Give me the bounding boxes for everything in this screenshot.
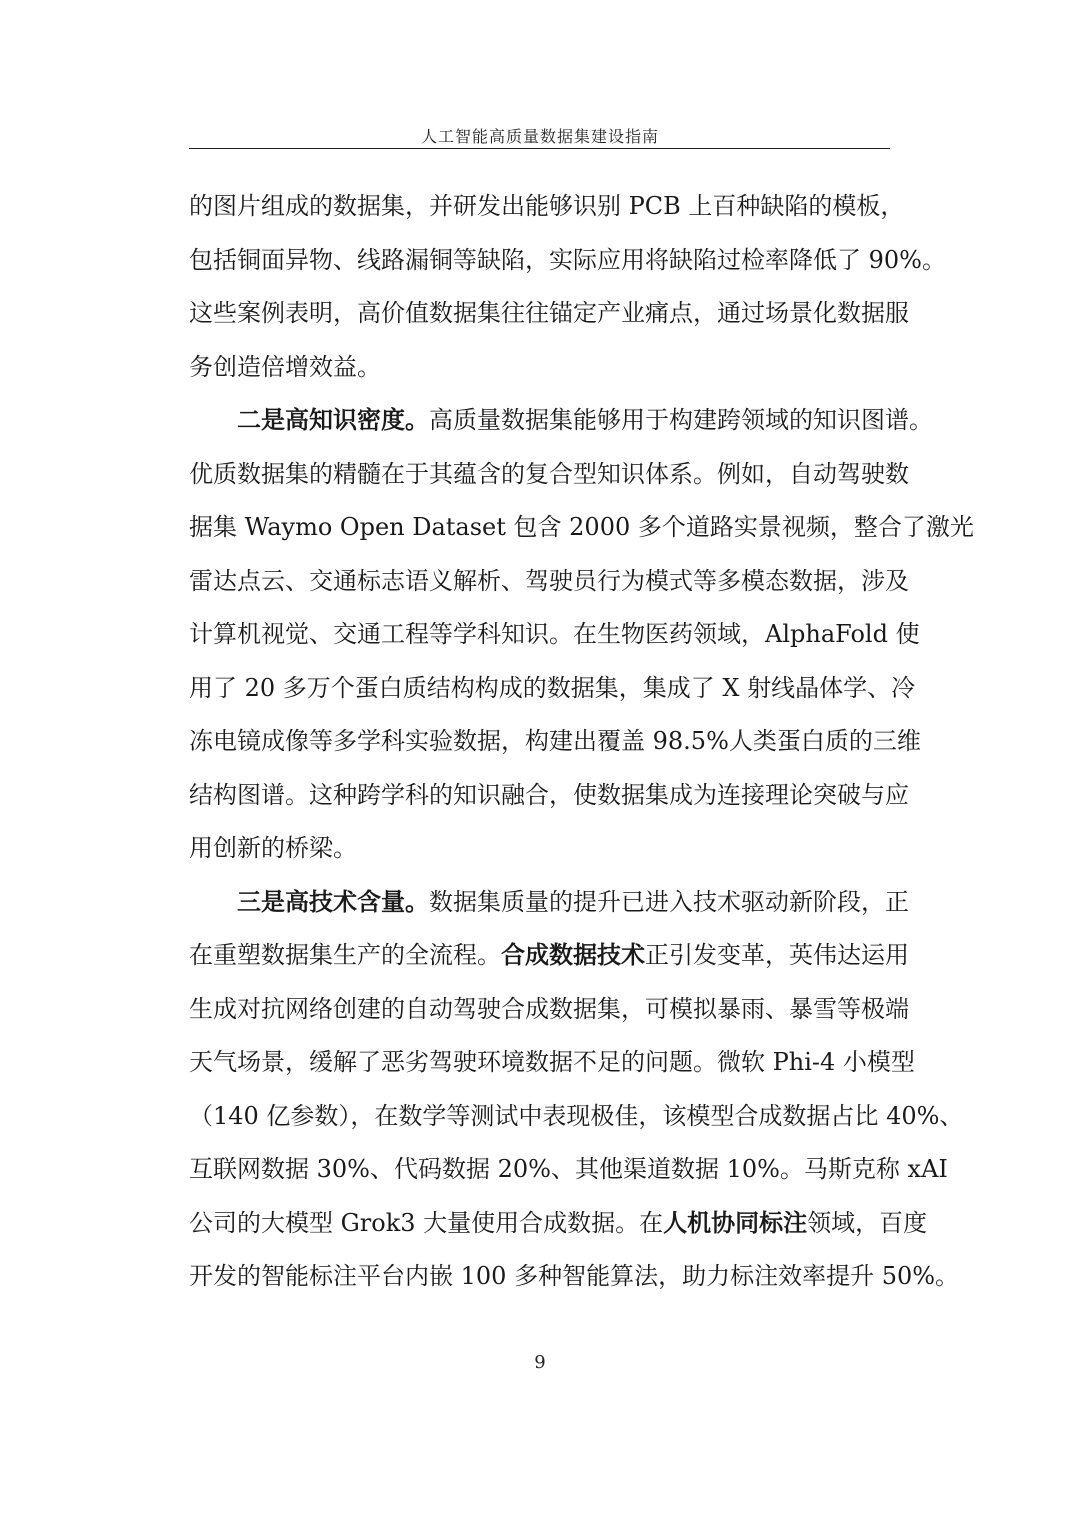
text-line [189, 501, 974, 555]
page-number: 9 [534, 1352, 546, 1373]
bold-phrase: 二是高知识密度。 [237, 406, 429, 434]
text-span: 据集 Waymo Open Dataset 包含 2000 多个道路实景视频，整合了激光 [189, 513, 974, 541]
text-line [189, 180, 905, 234]
bold-phrase: 三是高技术含量。 [237, 887, 429, 916]
running-header-title: 人工智能高质量数据集建设指南 [420, 127, 659, 146]
text-line [189, 234, 946, 288]
bold-phrase: 合成数据技术 [501, 941, 645, 969]
text-line [189, 287, 909, 341]
text-span: 雷达点云、交通标志语义解析、驾驶员行为模式等多模态数据，涉及 [189, 566, 909, 595]
paragraph [189, 180, 946, 394]
text-line [189, 822, 890, 876]
text-span: 冻电镜成像等多学科实验数据，构建出覆盖 98.5%人类蛋白质的三维 [189, 727, 921, 755]
text-line [189, 341, 890, 395]
text-span: 用了 20 多万个蛋白质结构构成的数据集，集成了 X 射线晶体学、冷 [189, 673, 916, 702]
text-span: 这些案例表明，高价值数据集往往锚定产业痛点，通过场景化数据服 [189, 299, 909, 327]
text-line [189, 983, 909, 1037]
text-span: 优质数据集的精髓在于其蕴含的复合型知识体系。例如，自动驾驶数 [189, 459, 909, 488]
text-line [189, 1197, 928, 1251]
text-span: 数据集质量的提升已进入技术驱动新阶段，正 [429, 887, 909, 916]
body-text [189, 180, 974, 1304]
text-span: 高质量数据集能够用于构建跨领域的知识图谱。 [429, 406, 933, 434]
text-span: 务创造倍增效益。 [189, 352, 381, 381]
text-line [189, 1143, 948, 1197]
text-line [189, 715, 921, 769]
text-span: 的图片组成的数据集，并研发出能够识别 PCB 上百种缺陷的模板， [189, 192, 905, 220]
text-line [189, 876, 909, 930]
text-span: 包括铜面异物、线路漏铜等缺陷，实际应用将缺陷过检率降低了 90%。 [189, 245, 946, 274]
text-span: 公司的大模型 Grok3 大量使用合成数据。在 [189, 1208, 664, 1237]
text-line [189, 929, 909, 983]
text-line [189, 1090, 964, 1144]
text-line [189, 608, 920, 662]
text-span: 在重塑数据集生产的全流程。 [189, 941, 501, 969]
text-span: 领域，百度 [807, 1208, 928, 1237]
text-span: 互联网数据 30%、代码数据 20%、其他渠道数据 10%。马斯克称 xAI [189, 1155, 948, 1183]
header-divider [189, 148, 890, 149]
text-span: 生成对抗网络创建的自动驾驶合成数据集，可模拟暴雨、暴雪等极端 [189, 994, 909, 1023]
bold-phrase: 人机协同标注 [663, 1208, 808, 1237]
text-span: 正引发变革，英伟达运用 [645, 941, 909, 969]
text-line [189, 662, 916, 716]
text-span: 用创新的桥梁。 [189, 834, 357, 862]
text-span: 结构图谱。这种跨学科的知识融合，使数据集成为连接理论突破与应 [189, 780, 909, 809]
paragraph [189, 394, 974, 876]
text-line [189, 769, 909, 823]
paragraph [189, 876, 964, 1304]
text-line [189, 1036, 915, 1090]
text-span: 计算机视觉、交通工程等学科知识。在生物医药领域，AlphaFold 使 [189, 620, 920, 648]
text-line [189, 394, 933, 448]
text-line [189, 448, 909, 502]
text-span: 天气场景，缓解了恶劣驾驶环境数据不足的问题。微软 Phi-4 小模型 [189, 1048, 915, 1076]
text-span: 开发的智能标注平台内嵌 100 多种智能算法，助力标注效率提升 50%。 [189, 1262, 960, 1290]
text-line [189, 1250, 960, 1304]
text-line [189, 555, 909, 609]
text-span: （140 亿参数），在数学等测试中表现极佳，该模型合成数据占比 40%、 [189, 1101, 964, 1130]
